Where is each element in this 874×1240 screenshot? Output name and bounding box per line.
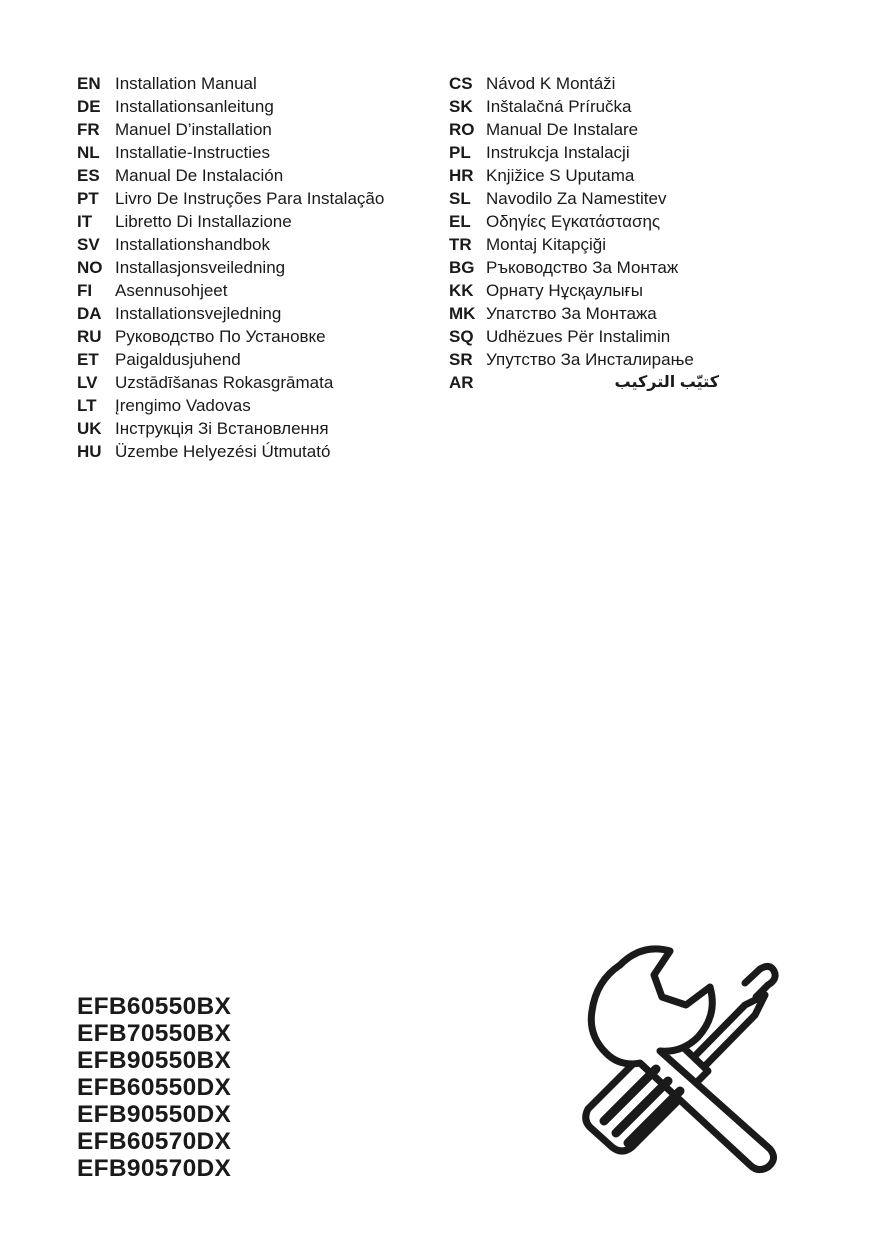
- language-code: DE: [77, 97, 101, 116]
- model-number: EFB70550BX: [77, 1020, 232, 1047]
- model-number: EFB60550BX: [77, 993, 232, 1020]
- language-code: FI: [77, 281, 93, 300]
- language-title: Інструкція Зі Встановлення: [115, 419, 329, 438]
- language-item: [77, 371, 384, 394]
- language-item: [449, 371, 719, 394]
- language-item: [449, 256, 694, 279]
- language-item: [77, 325, 384, 348]
- language-code: LV: [77, 373, 98, 392]
- language-code: PT: [77, 189, 99, 208]
- language-item: [449, 141, 694, 164]
- language-title: Manual De Instalare: [486, 120, 639, 139]
- language-code: EL: [449, 212, 471, 231]
- language-item: [77, 348, 384, 371]
- language-title: Installation Manual: [115, 74, 257, 93]
- wrench-screwdriver-icon: [560, 935, 805, 1175]
- language-item: [77, 210, 384, 233]
- language-code: NO: [77, 258, 103, 277]
- language-code: SR: [449, 350, 473, 369]
- language-title: Installationsanleitung: [115, 97, 274, 116]
- language-title: Installasjonsveiledning: [115, 258, 286, 277]
- language-title: Libretto Di Installazione: [115, 212, 292, 231]
- language-title: Įrengimo Vadovas: [115, 396, 251, 415]
- language-title: Упатство За Монтажа: [486, 304, 657, 323]
- language-title: Udhëzues Për Instalimin: [486, 327, 671, 346]
- language-code: ET: [77, 350, 99, 369]
- language-title: Inštalačná Príručka: [486, 97, 632, 116]
- language-item: [449, 302, 694, 325]
- language-title: Installatie-Instructies: [115, 143, 270, 162]
- language-item: [77, 417, 384, 440]
- language-item: [449, 118, 694, 141]
- model-list: [77, 993, 231, 1182]
- language-title: Manual De Instalación: [115, 166, 284, 185]
- language-title: Ръководство За Монтаж: [486, 258, 679, 277]
- language-title: Navodilo Za Namestitev: [486, 189, 667, 208]
- language-title: كتيّب التركيب: [614, 374, 719, 391]
- language-item: [77, 164, 384, 187]
- language-title: Installationsvejledning: [115, 304, 282, 323]
- language-code: HU: [77, 442, 102, 461]
- language-code: MK: [449, 304, 476, 323]
- language-title: Manuel D’installation: [115, 120, 272, 139]
- language-code: TR: [449, 235, 472, 254]
- language-title: Instrukcja Instalacji: [486, 143, 630, 162]
- language-code: NL: [77, 143, 100, 162]
- language-code: SL: [449, 189, 471, 208]
- language-code: EN: [77, 74, 101, 93]
- language-code: ES: [77, 166, 100, 185]
- language-code: SQ: [449, 327, 474, 346]
- language-item: [449, 72, 694, 95]
- model-number: EFB60570DX: [77, 1128, 232, 1155]
- language-item: [77, 95, 384, 118]
- language-item: [449, 233, 694, 256]
- language-title: Üzembe Helyezési Útmutató: [115, 442, 331, 461]
- language-item: [77, 279, 384, 302]
- language-code: AR: [449, 373, 474, 392]
- model-number: EFB60550DX: [77, 1074, 232, 1101]
- language-code: CS: [449, 74, 473, 93]
- language-code: FR: [77, 120, 100, 139]
- language-item: [77, 440, 384, 463]
- language-item: [449, 348, 694, 371]
- language-item: [449, 95, 694, 118]
- language-title: Uzstādīšanas Rokasgrāmata: [115, 373, 334, 392]
- language-item: [77, 141, 384, 164]
- language-code: PL: [449, 143, 471, 162]
- language-title: Paigaldusjuhend: [115, 350, 241, 369]
- language-title: Asennusohjeet: [115, 281, 228, 300]
- language-title: Οδηγίες Εγκατάστασης: [486, 212, 661, 231]
- language-item: [77, 302, 384, 325]
- language-item: [449, 279, 694, 302]
- language-title: Installationshandbok: [115, 235, 271, 254]
- language-title: Орнату Нұсқаулығы: [486, 281, 644, 300]
- language-item: [77, 394, 384, 417]
- language-item: [77, 233, 384, 256]
- language-code: IT: [77, 212, 93, 231]
- language-item: [77, 187, 384, 210]
- model-number: EFB90550BX: [77, 1047, 232, 1074]
- language-code: RO: [449, 120, 475, 139]
- language-code: HR: [449, 166, 474, 185]
- language-item: [77, 256, 384, 279]
- language-title: Montaj Kitapçiği: [486, 235, 607, 254]
- language-list-right: [449, 72, 719, 394]
- language-code: SK: [449, 97, 473, 116]
- language-code: UK: [77, 419, 102, 438]
- language-code: KK: [449, 281, 474, 300]
- language-title: Livro De Instruções Para Instalação: [115, 189, 385, 208]
- language-code: RU: [77, 327, 102, 346]
- screwdriver-tip: [745, 966, 775, 997]
- model-number: EFB90550DX: [77, 1101, 232, 1128]
- language-item: [449, 164, 694, 187]
- language-code: LT: [77, 396, 97, 415]
- language-code: BG: [449, 258, 475, 277]
- language-item: [449, 187, 694, 210]
- language-title: Návod K Montáži: [486, 74, 616, 93]
- language-item: [449, 325, 694, 348]
- language-title: Упутство За Инсталирање: [486, 350, 694, 369]
- language-item: [449, 210, 694, 233]
- language-code: DA: [77, 304, 102, 323]
- language-item: [77, 118, 384, 141]
- language-title: Knjižice S Uputama: [486, 166, 635, 185]
- language-code: SV: [77, 235, 100, 254]
- model-number: EFB90570DX: [77, 1155, 232, 1182]
- language-title: Руководство По Установке: [115, 327, 326, 346]
- language-item: [77, 72, 384, 95]
- language-list-left: [77, 72, 384, 463]
